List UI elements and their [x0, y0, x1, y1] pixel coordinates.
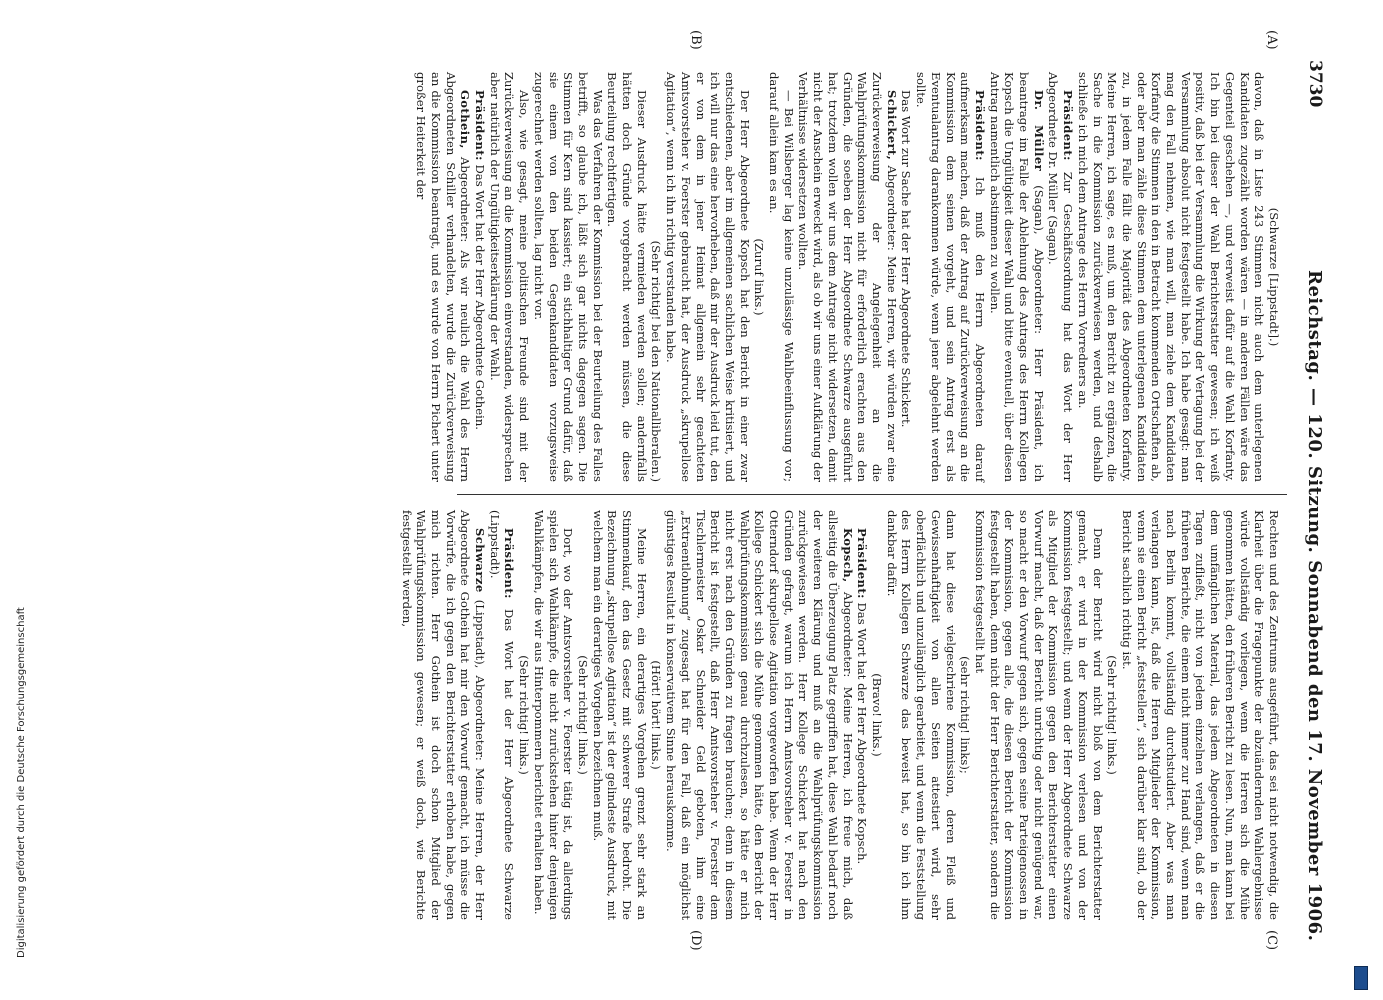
paragraph: Dieser Ausdruck hätte vermieden werden sollen; andernfalls hätten doch Gründe vorgebracht werden müssen, die diese Beurteilung rechtfertigen.: [605, 72, 649, 482]
page-header: [1297, 60, 1325, 942]
margin-mark-c: (C): [1264, 930, 1279, 951]
margin-mark-d: (D): [688, 930, 703, 951]
interjection: (sehr richtig! links);: [958, 656, 973, 774]
paragraph: Schwarze (Lippstadt), Abgeordneter: Meine Herren, der Herr Abgeordnete Gothein hat mir den Vorwurf gemacht, ich müsse die Vorwürfe, die ich gegen den Berichterstatter erhoben habe, gegen mich richten. Herr Gothein ist doch schon Mitglied der Wahlprüfungskommission gewesen; er weiß doch, wie Berichte festgestellt werden,: [399, 510, 488, 921]
paragraph: Präsident: Ich muß den Herrn Abgeordneten darauf aufmerksam machen, daß der Antrag auf Zurückverweisung an die Kommission dem seinen vorgeht, und sein Antrag erst als Eventualantrag darankommen würde, wenn jener abgelehnt werden sollte.: [914, 72, 987, 483]
interjection: (Sehr richtig! bei den Nationalliberalen.): [649, 240, 664, 482]
speaker-name: Kopsch,: [840, 528, 855, 583]
paragraph: Präsident: Das Wort hat der Herr Abgeordnete Schwarze (Lippstadt).: [487, 510, 517, 921]
speaker-name: Präsident:: [855, 528, 870, 599]
margin-mark-b: (B): [688, 30, 703, 50]
speaker-name: Präsident:: [473, 90, 488, 161]
paragraph: Der Herr Abgeordnete Kopsch hat den Bericht in einer zwar entschiedenen, aber im allgemeinen sachlichen Weise kritisiert, und ich will nur das eine hervorheben, daß mir der Ausdruck leid tut, den er von dem in jener Heimat allgemein sehr geachteten Amtsvorsteher v. Foerster gebraucht hat, der Ausdruck „skrupellose Agitation“, wenn ich ihn richtig verstanden habe.: [664, 72, 752, 482]
interjection: (Sehr richtig! links.): [1105, 655, 1120, 775]
speaker-name: Dr. Müller: [1031, 90, 1046, 172]
interjection: (Sehr richtig! links.): [575, 655, 590, 775]
paragraph: Das Wort zur Sache hat der Herr Abgeordnete Schickert.: [899, 90, 914, 428]
speaker-name: Gothein,: [458, 90, 473, 149]
margin-mark-a: (A): [1264, 30, 1279, 50]
paragraph: Was das Verfahren der Kommission bei der Beurteilung des Falles betrifft, so glaube ich, läßt sich gar nichts dagegen sagen. Die Stimmen für Kern sind kassiert; ein stichhaltiger Grund dafür, daß sie einem von den beiden Gegenkandidaten vorzugsweise zugerechnet werden sollten, lag nicht vor.: [531, 72, 605, 482]
digitization-credit: Digitalisierung gefördert durch die Deutsche Forschungsgemeinschaft: [16, 607, 27, 958]
speaker-name: Präsident:: [1061, 90, 1076, 161]
speaker-name: Schickert,: [884, 90, 899, 161]
paragraph: Präsident: Das Wort hat der Herr Abgeordnete Kopsch.: [855, 528, 870, 865]
left-column: [414, 72, 1281, 482]
paragraph: Gothein, Abgeordneter: Als wir neulich die Wahl des Herrn Abgeordneten Schiller verhandelten, wurde die Zurückverweisung an die Kommission beantragt, und es wurde von Herrn Pichert unter großer Heiterkeit der: [414, 72, 473, 483]
interjection: (Hört! hört! links.): [649, 660, 664, 770]
paragraph: Also, wie gesagt, meine politischen Freunde sind mit der Zurückverweisung an die Kommission einverstanden, widersprechen aber natürlich der Ungültigkeitserklärung der Wahl.: [487, 72, 532, 482]
paragraph: Dort, wo der Amtsvorsteher v. Foerster tätig ist, da allerdings spielen sich Wahlkämpfe, die nicht zurückstehen hinter denjenigen Wahlkämpfen, die wir aus Hinterpommern berichtet erhalten haben.: [531, 510, 576, 920]
page-number: 3730: [1305, 60, 1325, 108]
speaker-name: Schwarze: [473, 528, 488, 593]
paragraph: Meine Herren, ein derartiges Vorgehen grenzt sehr stark an Stimmenkauf, den das Gesetz mit schwerer Strafe bedroht. Die Bezeichnung „skrupellose Agitation“ ist der gelindeste Ausdruck, mit welchem man ein derartiges Vorgehen bezeichnen muß.: [590, 510, 649, 920]
paragraph: Denn der Bericht wird nicht bloß von dem Berichterstatter gemacht, er wird in der Kommission verlesen und von der Kommission festgestellt; und wenn der Herr Abgeordnete Schwarze als Mitglied der Kommission gegen den Berichterstatter einen Vorwurf macht, daß der Bericht unrichtig oder nicht genügend war, so macht er den Vorwurf gegen sich, gegen seine Parteigenossen in der Kommission, gegen alle, die diesen Bericht der Kommission festgestellt haben, denn nicht der Herr Berichterstatter, sondern die Kommission festgestellt hat: [972, 510, 1105, 920]
right-column: [399, 510, 1281, 920]
paragraph: Rechten und des Zentrums ausgeführt, das sei nicht notwendig, die Klarheit über die Fragepunkte der abzuändernden Wahlergebnisse würde vollständig vorliegen, wenn die Herren sich die Mühe genommen hätten, den früheren Bericht zu lesen. Nun, man kann bei dem umfänglichen Material, das jedem Abgeordneten in diesen Tagen zufließt, nicht von jedem einzelnen verlangen, daß er die früheren Berichte, die einem nicht immer zur Hand sind, wenn man nach Berlin kommt, vollständig durchstudiert. Aber was man verlangen kann, ist, daß die Herren Mitglieder der Kommission, wenn sie einen Bericht „feststellen“, sich darüber klar sind, ob der Bericht sachlich richtig ist.: [1119, 510, 1281, 920]
speaker-continuation: (Schwarze [Lippstadt].): [1267, 207, 1281, 347]
interjection: (Sehr richtig! links.): [517, 655, 532, 775]
page-title: Reichstag. — 120. Sitzung. Sonnabend den 17. November 1906.: [1304, 270, 1325, 942]
paragraph: Präsident: Das Wort hat der Herr Abgeordnete Gothein.: [473, 90, 488, 430]
interjection: (Zuruf links.): [752, 238, 767, 316]
interjection: (Bravo! links.): [870, 673, 885, 757]
paragraph: Schickert, Abgeordneter: Meine Herren, wir würden zwar eine Zurückverweisung der Angelegenheit an die Wahlprüfungskommission nicht für erforderlich erachten aus den Gründen, die soeben der Herr Abgeordnete Schwarze ausgeführt hat; trotzdem wollen wir uns dem Antrage nicht widersetzen, damit nicht der Anschein erweckt wird, als ob wir uns einer Aufklärung der Verhältnisse widersetzen wollten.: [796, 72, 899, 482]
column-divider: [457, 494, 1287, 495]
paragraph: Dr. Müller (Sagan), Abgeordneter: Herr Präsident, ich beantrage im Falle der Ablehnung des Antrags des Herrn Kollegen Kopsch die Ungültigkeit dieser Wahl und bitte eventuell, über diesen Antrag namentlich abstimmen zu wollen.: [987, 72, 1046, 482]
dfg-logo-icon: [1354, 966, 1368, 990]
paragraph: Präsident: Zur Geschäftsordnung hat das Wort der Herr Abgeordnete Dr. Müller (Sagan).: [1046, 72, 1076, 482]
speaker-name: Präsident:: [502, 528, 517, 599]
paragraph: — Bei Wilsberger lag keine unzulässige Wahlbeeinflussung vor; darauf allein kam es an.: [767, 72, 796, 482]
paragraph: dann hat diese vielgeschriene Kommission, deren Fleiß und Gewissenhaftigkeit von allen Seiten attestiert wird, sehr oberflächlich und unzulänglich gearbeitet, und wenn die Feststellung des Herrn Kollegen Schwarze das beweist hat, so bin ich ihm dankbar dafür.: [884, 510, 958, 920]
paragraph: Kopsch, Abgeordneter: Meine Herren, ich freue mich, daß allseitig die Überzeugung Platz gegriffen hat, diese Wahl bedarf noch der weiteren Klärung und muß an die Wahlprüfungskommission zurückgewiesen werden. Herr Kollege Schickert hat nach den Gründen gefragt, warum ich Herrn Amtsvorsteher v. Foerster in Otterndorf skrupellose Agitation vorgeworfen habe. Wenn der Herr Kollege Schickert sich die Mühe genommen hätte, den Bericht der Wahlprüfungskommission genau durchzulesen, so hätte er mich nicht erst nach den Gründen zu fragen brauchen; denn in diesem Bericht ist festgestellt, daß Herr Amtsvorsteher v. Foerster dem Tischlermeister Oskar Schneider Geld geboten, ihm eine „Extraentlohnung“ zugesagt hat für den Fall, daß ein möglichst günstiges Resultat in konservativem Sinne herauskomme.: [664, 510, 855, 921]
speaker-name: Präsident:: [972, 90, 987, 161]
paragraph: davon, daß in Liste 243 Stimmen nicht auch dem unterlegenen Kandidaten zugezählt worden wären — in anderen Fällen wäre das Gegenteil geschehen —, und verweist dafür auf die Wahl Korfanty. Ich bin bei dieser der Wahl Berichterstatter gewesen; ich weiß positiv, daß bei der Versammlung die Wirkung der Vertagung bei der Versammlung absolut nicht festgestellt habe. Ich habe gesagt: man mag den Fall nehmen, wie man will, man ziehe dem Kandidaten Korfanty die Stimmen in den in Betracht kommenden Ortschaften ab, oder aber man zähle diese Stimmen dem unterlegenen Kandidaten zu, in jedem Falle fällt die Majorität des Abgeordneten Korfanty. Meine Herren, ich sage, es muß, um den Bericht zu ergänzen, die Sache in die Kommission zurückverwiesen werden, und deshalb schließe ich mich dem Antrage des Herrn Vorredners an.: [1075, 72, 1267, 482]
